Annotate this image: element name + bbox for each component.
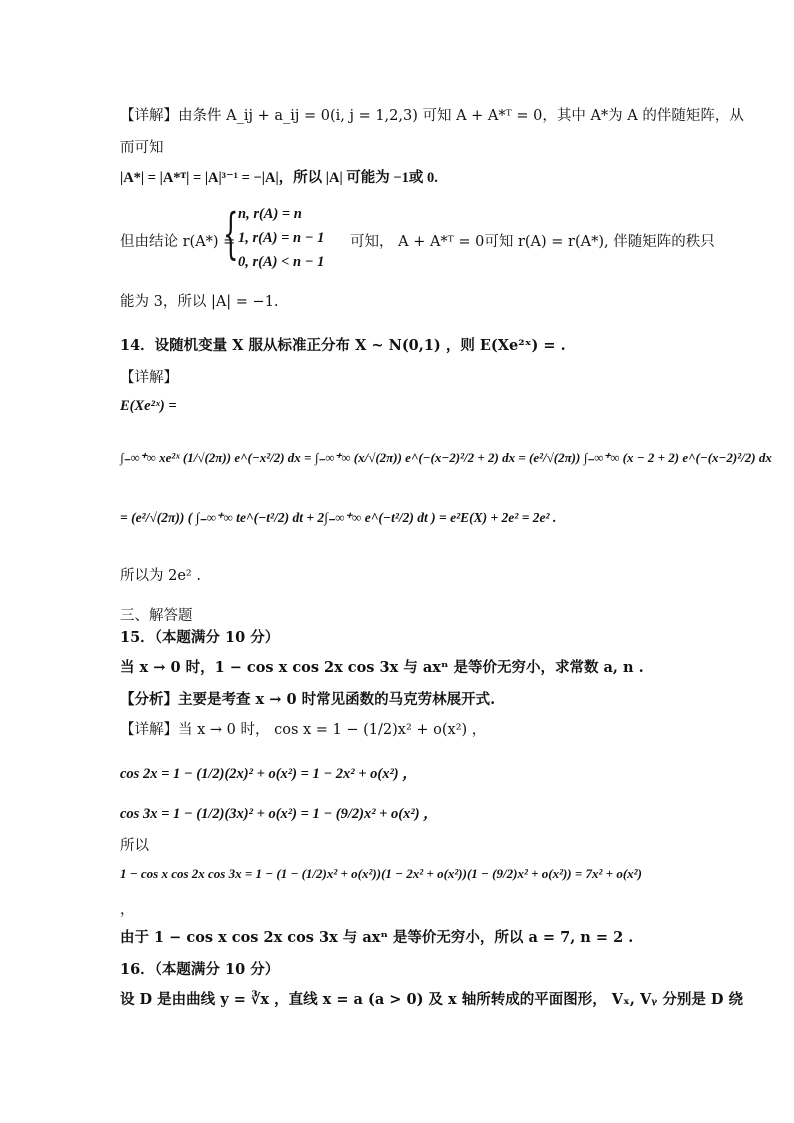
q16-stem: 设 D 是由曲线 y = ∛x ，直线 x = a (a > 0) 及 x 轴所转成的平面图形， Vₓ, Vᵧ 分别是 D 绕	[120, 991, 744, 1008]
q14-title: 14．设随机变量 X 服从标准正分布 X ~ N(0,1) ，则 E(Xe²ˣ) = .	[120, 337, 566, 354]
q15-therefore: 所以	[120, 838, 149, 854]
q15-comma: ，	[120, 902, 135, 918]
left-brace-icon: {	[223, 202, 239, 265]
q13-rank-prefix: 但由结论 r(A*) =	[120, 234, 236, 250]
q16-title: 16．（本题满分 10 分）	[120, 961, 280, 978]
q14-detail-label: 【详解】	[120, 370, 178, 386]
q15-cos-2x: cos 2x = 1 − (1/2)(2x)² + o(x²) = 1 − 2x² + o(x²) ，	[120, 766, 417, 782]
q15-title: 15．（本题满分 10 分）	[120, 629, 280, 646]
q13-conclusion: 能为 3，所以 |A| = −1.	[120, 294, 279, 310]
q15-analysis: 【分析】主要是考查 x → 0 时常见函数的马克劳林展开式.	[120, 691, 496, 708]
q13-rank-suffix: 可知， A + A*ᵀ = 0可知 r(A) = r(A*), 伴随矩阵的秩只	[350, 234, 715, 250]
q13-detail-line2: 而可知	[120, 140, 164, 156]
rank-case-3: 0, r(A) < n − 1	[238, 254, 325, 270]
rank-case-1: n, r(A) = n	[238, 206, 302, 222]
rank-case-2: 1, r(A) = n − 1	[238, 230, 325, 246]
q13-detail-line1: 【详解】由条件 A_ij + a_ij = 0(i, j = 1,2,3) 可知 A + A*ᵀ = 0，其中 A*为 A 的伴随矩阵，从	[120, 108, 744, 124]
q15-cos-3x: cos 3x = 1 − (1/2)(3x)² + o(x²) = 1 − (9/2)x² + o(x²) ，	[120, 806, 438, 822]
q14-expectation: E(Xe²ˣ) =	[120, 398, 177, 414]
q14-integral-line1: ∫₋∞⁺∞ xe²ˣ (1/√(2π)) e^(−x²/2) dx = ∫₋∞⁺∞ (x/√(2π)) e^(−(x−2)²/2 + 2) dx = (e²/√(2π)) ∫₋∞⁺∞ (x − 2 + 2) e^(−(x−2)²/2) dx	[120, 450, 772, 465]
q15-result: 由于 1 − cos x cos 2x cos 3x 与 axⁿ 是等价无穷小，所以 a = 7, n = 2 .	[120, 929, 634, 946]
q13-determinant-line: |A*| = |A*ᵀ| = |A|³⁻¹ = −|A|，所以 |A| 可能为 −1或 0.	[120, 170, 438, 186]
q14-answer: 所以为 2e² .	[120, 568, 201, 584]
q15-stem: 当 x → 0 时，1 − cos x cos 2x cos 3x 与 axⁿ 是等价无穷小，求常数 a, n .	[120, 659, 644, 676]
q14-integral-line2: = (e²/√(2π)) ( ∫₋∞⁺∞ te^(−t²/2) dt + 2∫₋∞⁺∞ e^(−t²/2) dt ) = e²E(X) + 2e² = 2e² .	[120, 510, 557, 525]
section-heading: 三、解答题	[120, 608, 193, 624]
q15-product-expansion: 1 − cos x cos 2x cos 3x = 1 − (1 − (1/2)x² + o(x²))(1 − 2x² + o(x²))(1 − (9/2)x² + o(x²)) = 7x² + o(x²)	[120, 866, 642, 881]
q15-detail-cos-x: 【详解】当 x → 0 时， cos x = 1 − (1/2)x² + o(x²) ，	[120, 722, 487, 738]
